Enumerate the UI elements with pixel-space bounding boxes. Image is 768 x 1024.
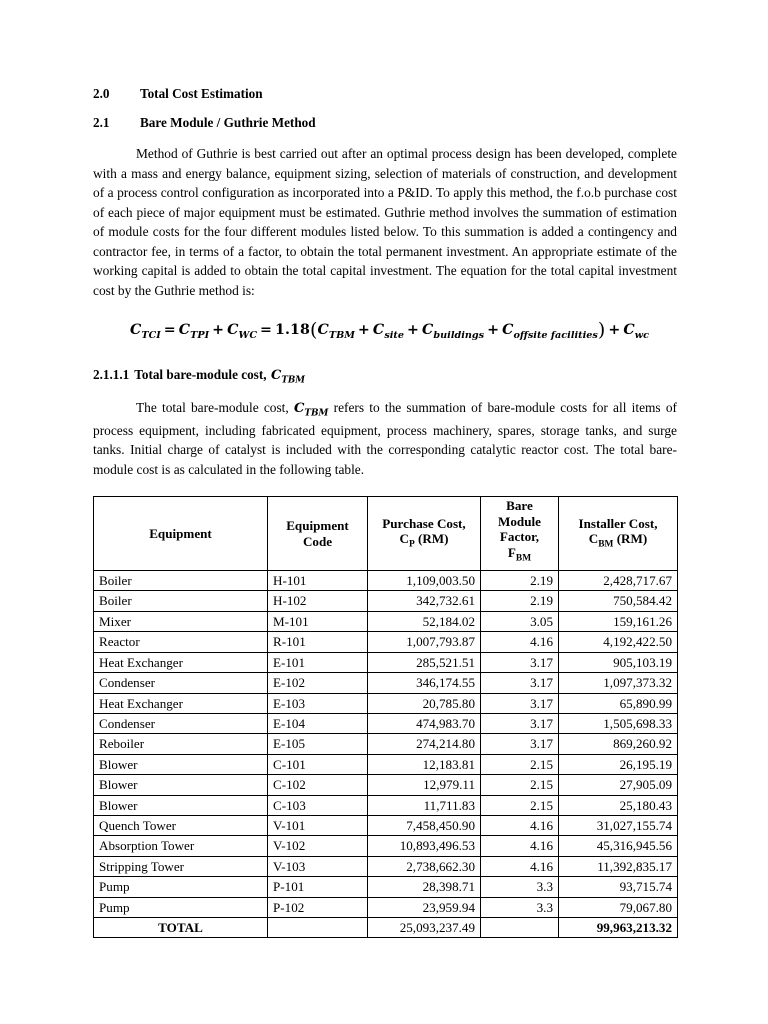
cell-equipment-code: C-103 <box>268 795 368 815</box>
table-row <box>94 632 678 652</box>
cell-purchase-cost: 474,983.70 <box>368 713 481 733</box>
table-row <box>94 591 678 611</box>
table-header-row <box>94 497 678 571</box>
header-symbol-f: F <box>507 545 516 561</box>
cell-installer-cost: 79,067.80 <box>559 897 678 917</box>
cell-equipment: Boiler <box>94 571 268 591</box>
cell-bare-module-factor: 3.05 <box>481 611 559 631</box>
cell-equipment-code: E-105 <box>268 734 368 754</box>
cell-installer-cost: 31,027,155.74 <box>559 815 678 835</box>
column-header-purchase-cost <box>368 497 481 571</box>
paragraph-total-bare-module <box>93 398 677 479</box>
heading-number: 2.1 <box>93 114 110 130</box>
cell-installer-cost: 65,890.99 <box>559 693 678 713</box>
cell-equipment-code: H-101 <box>268 571 368 591</box>
equation-total-capital-investment <box>93 317 677 341</box>
header-text: Equipment <box>149 525 212 541</box>
header-unit: (RM) <box>414 531 449 547</box>
cell-bare-module-factor: 4.16 <box>481 815 559 835</box>
heading-section-2-0 <box>93 86 677 102</box>
cell-equipment-code: E-101 <box>268 652 368 672</box>
table-row <box>94 754 678 774</box>
cell-equipment-code: H-102 <box>268 591 368 611</box>
cell-equipment: Heat Exchanger <box>94 693 268 713</box>
cell-purchase-cost: 10,893,496.53 <box>368 836 481 856</box>
header-text-line2: Code <box>302 533 333 549</box>
cell-purchase-cost: 20,785.80 <box>368 693 481 713</box>
header-text-line3: Factor, <box>499 529 540 545</box>
cell-installer-cost: 25,180.43 <box>559 795 678 815</box>
cell-installer-cost: 1,097,373.32 <box>559 673 678 693</box>
cell-equipment-code: V-103 <box>268 856 368 876</box>
header-text-line1: Installer Cost, <box>578 515 658 531</box>
header-symbol-c: C <box>399 531 409 547</box>
cell-bare-module-factor: 4.16 <box>481 856 559 876</box>
cell-total-installer-cost: 99,963,213.32 <box>559 917 678 937</box>
cell-equipment: Condenser <box>94 713 268 733</box>
cell-equipment: Blower <box>94 795 268 815</box>
cell-purchase-cost: 28,398.71 <box>368 877 481 897</box>
cell-bare-module-factor: 3.17 <box>481 734 559 754</box>
cell-equipment-code: C-102 <box>268 775 368 795</box>
document-content <box>93 86 677 938</box>
table-row <box>94 693 678 713</box>
table-row <box>94 836 678 856</box>
table-row <box>94 571 678 591</box>
equation-expression: $C_{TCI} = C_{TPI} + C_{WC} = 1.18(C_{TBM} + C_{site} + C_{buildings} + C_{offsite facilities}) + C_{wc}$ <box>130 319 649 342</box>
cell-equipment: Reboiler <box>94 734 268 754</box>
table-row <box>94 897 678 917</box>
cell-equipment-code: R-101 <box>268 632 368 652</box>
cell-equipment: Blower <box>94 754 268 774</box>
cell-total-code <box>268 917 368 937</box>
cell-installer-cost: 4,192,422.50 <box>559 632 678 652</box>
header-sub-bm: BM <box>515 553 532 564</box>
cell-equipment-code: V-101 <box>268 815 368 835</box>
cell-installer-cost: 2,428,717.67 <box>559 571 678 591</box>
cell-installer-cost: 11,392,835.17 <box>559 856 678 876</box>
cell-purchase-cost: 1,007,793.87 <box>368 632 481 652</box>
cell-bare-module-factor: 4.16 <box>481 836 559 856</box>
cell-purchase-cost: 12,183.81 <box>368 754 481 774</box>
cell-equipment-code: E-103 <box>268 693 368 713</box>
cell-equipment: Stripping Tower <box>94 856 268 876</box>
cell-purchase-cost: 23,959.94 <box>368 897 481 917</box>
cell-bare-module-factor: 3.17 <box>481 652 559 672</box>
table-row <box>94 713 678 733</box>
heading-title: Bare Module / Guthrie Method <box>140 114 316 130</box>
eq-sub-tbm: TBM <box>328 329 355 341</box>
cell-equipment: Absorption Tower <box>94 836 268 856</box>
column-header-bare-module-factor <box>481 497 559 571</box>
header-text-line1: Bare <box>506 498 533 514</box>
column-header-equipment-code <box>268 497 368 571</box>
eq-sub-site: site <box>384 329 404 341</box>
eq-sub-tci: TCI <box>141 329 161 341</box>
cell-total-label: TOTAL <box>94 917 268 937</box>
subsection-symbol <box>267 367 305 386</box>
cell-equipment-code: P-102 <box>268 897 368 917</box>
table-body <box>94 571 678 938</box>
cell-equipment-code: V-102 <box>268 836 368 856</box>
cell-purchase-cost: 52,184.02 <box>368 611 481 631</box>
cell-purchase-cost: 2,738,662.30 <box>368 856 481 876</box>
header-sub-bm: BM <box>598 540 614 551</box>
cell-installer-cost: 93,715.74 <box>559 877 678 897</box>
cell-equipment-code: E-104 <box>268 713 368 733</box>
table-row <box>94 775 678 795</box>
cell-purchase-cost: 274,214.80 <box>368 734 481 754</box>
eq-sub-buildings: buildings <box>433 329 485 341</box>
heading-title: Total Cost Estimation <box>140 86 263 101</box>
eq-sub-tpi: TPI <box>190 329 210 341</box>
header-text-line2: Module <box>498 513 541 529</box>
cell-bare-module-factor: 2.19 <box>481 571 559 591</box>
cell-purchase-cost: 1,109,003.50 <box>368 571 481 591</box>
paragraph2-symbol <box>293 400 329 419</box>
cell-bare-module-factor: 2.15 <box>481 754 559 774</box>
cell-equipment: Heat Exchanger <box>94 652 268 672</box>
cell-equipment: Blower <box>94 775 268 795</box>
subsection-title: Total bare-module cost, <box>134 366 267 382</box>
cell-total-purchase-cost: 25,093,237.49 <box>368 917 481 937</box>
table-row <box>94 611 678 631</box>
cell-equipment-code: C-101 <box>268 754 368 774</box>
cell-equipment: Pump <box>94 877 268 897</box>
header-symbol-c: C <box>588 531 599 547</box>
cell-installer-cost: 750,584.42 <box>559 591 678 611</box>
cell-purchase-cost: 285,521.51 <box>368 652 481 672</box>
table-row <box>94 815 678 835</box>
table-row <box>94 877 678 897</box>
cell-equipment: Quench Tower <box>94 815 268 835</box>
cell-bare-module-factor: 2.19 <box>481 591 559 611</box>
cell-installer-cost: 26,195.19 <box>559 754 678 774</box>
cell-equipment: Boiler <box>94 591 268 611</box>
cell-bare-module-factor: 3.3 <box>481 877 559 897</box>
cell-installer-cost: 869,260.92 <box>559 734 678 754</box>
bare-module-cost-table <box>93 496 678 938</box>
cell-purchase-cost: 342,732.61 <box>368 591 481 611</box>
heading-subsection-2-1-1-1 <box>93 367 677 386</box>
cell-purchase-cost: 7,458,450.90 <box>368 815 481 835</box>
cell-equipment-code: P-101 <box>268 877 368 897</box>
cell-installer-cost: 45,316,945.56 <box>559 836 678 856</box>
cell-bare-module-factor: 3.17 <box>481 713 559 733</box>
bare-module-cost-table-wrapper <box>93 496 677 938</box>
table-row <box>94 734 678 754</box>
cell-purchase-cost: 346,174.55 <box>368 673 481 693</box>
symbol-c: C <box>271 367 282 383</box>
eq-sub-offsite: offsite facilities <box>513 329 598 341</box>
cell-bare-module-factor: 4.16 <box>481 632 559 652</box>
cell-total-bare-module-factor <box>481 917 559 937</box>
header-text-line1: Purchase Cost, <box>382 515 466 531</box>
cell-bare-module-factor: 3.17 <box>481 693 559 713</box>
cell-equipment: Pump <box>94 897 268 917</box>
table-row <box>94 673 678 693</box>
cell-bare-module-factor: 2.15 <box>481 775 559 795</box>
cell-installer-cost: 1,505,698.33 <box>559 713 678 733</box>
symbol-sub-tbm: TBM <box>281 375 305 386</box>
cell-equipment-code: M-101 <box>268 611 368 631</box>
symbol-c: C <box>293 400 305 416</box>
table-row <box>94 856 678 876</box>
cell-installer-cost: 159,161.26 <box>559 611 678 631</box>
paragraph2-rest: refers to the summation of bare-module costs for all items of process equipment, including fabricated equipment, process machinery, spares, storage tanks, and surge tanks. Initial charge of catalyst is included with the corresponding catalytic reactor cost. The total bare-module cost is as calculated in the following table. <box>93 399 677 477</box>
cell-equipment: Reactor <box>94 632 268 652</box>
symbol-sub-tbm: TBM <box>304 408 329 419</box>
cell-bare-module-factor: 3.3 <box>481 897 559 917</box>
column-header-equipment <box>94 497 268 571</box>
column-header-installer-cost <box>559 497 678 571</box>
cell-equipment-code: E-102 <box>268 673 368 693</box>
header-unit: (RM) <box>613 531 648 547</box>
heading-number: 2.0 <box>93 86 110 101</box>
eq-sub-wc-lower: wc <box>634 329 649 341</box>
table-row <box>94 795 678 815</box>
table-row <box>94 652 678 672</box>
paragraph-guthrie-method: Method of Guthrie is best carried out after an optimal process design has been developed, complete with a mass and energy balance, equipment sizing, selection of materials of construction, and development of a process control configuration as incorporated into a P&ID. To apply this method, the f.o.b purchase cost of each piece of major equipment must be estimated. Guthrie method involves the summation of estimation of module costs for the four different modules listed below. To this summation is added a contingency and contractor fee, in terms of a factor, to obtain the total permanent investment. An appropriate estimate of the working capital is added to obtain the total capital investment. The equation for the total capital investment cost by the Guthrie method is: <box>93 146 677 298</box>
cell-equipment: Mixer <box>94 611 268 631</box>
cell-equipment: Condenser <box>94 673 268 693</box>
header-sub-p: P <box>408 540 415 551</box>
table-total-row <box>94 917 678 937</box>
cell-installer-cost: 905,103.19 <box>559 652 678 672</box>
table-header <box>94 497 678 571</box>
header-text-line1: Equipment <box>286 517 349 533</box>
cell-installer-cost: 27,905.09 <box>559 775 678 795</box>
cell-bare-module-factor: 2.15 <box>481 795 559 815</box>
eq-sub-wc-upper: WC <box>238 329 258 341</box>
cell-purchase-cost: 12,979.11 <box>368 775 481 795</box>
cell-purchase-cost: 11,711.83 <box>368 795 481 815</box>
eq-coefficient: 1.18 <box>275 322 310 339</box>
cell-bare-module-factor: 3.17 <box>481 673 559 693</box>
subsection-number: 2.1.1.1 <box>93 366 130 382</box>
heading-section-2-1 <box>93 115 677 131</box>
paragraph2-lead: The total bare-module cost, <box>136 399 289 415</box>
